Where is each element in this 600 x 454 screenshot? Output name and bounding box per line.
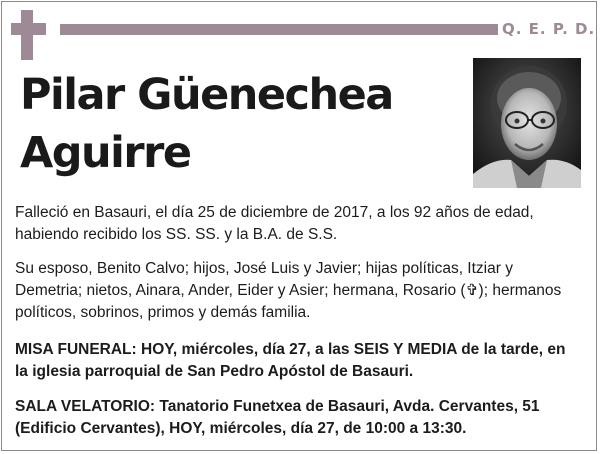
qepd-label: Q. E. P. D. (502, 20, 596, 38)
funeral-line-2: la iglesia parroquial de San Pedro Apóstol de Basauri. (15, 363, 414, 380)
family-line-2: Demetria; nietos, Ainara, Ander, Eider y Asier; hermana, Rosario (✞); hermanos (15, 282, 562, 299)
death-paragraph (15, 202, 585, 246)
wake-line-1: SALA VELATORIO: Tanatorio Funetxea de Basauri, Avda. Cervantes, 51 (15, 398, 540, 415)
family-line-3: políticos, sobrinos, primos y demás familia. (15, 304, 311, 321)
wake-line-2: (Edificio Cervantes), HOY, miércoles, día 27, de 10:00 a 13:30. (15, 420, 467, 437)
name-line-1: Pilar Güenechea (20, 70, 393, 120)
funeral-mass-paragraph (15, 339, 585, 383)
portrait-photo (473, 58, 581, 188)
death-line-2: habiendo recibido los SS. SS. y la B.A. de S.S. (15, 226, 338, 243)
header-rule (60, 24, 498, 35)
family-line-1: Su esposo, Benito Calvo; hijos, José Luis y Javier; hijas políticas, Itziar y (15, 260, 513, 277)
name-line-2: Aguirre (20, 128, 191, 178)
death-line-1: Falleció en Basauri, el día 25 de diciembre de 2017, a los 92 años de edad, (15, 204, 534, 221)
wake-paragraph (15, 396, 585, 440)
family-paragraph (15, 258, 585, 324)
funeral-line-1: MISA FUNERAL: HOY, miércoles, día 27, a las SEIS Y MEDIA de la tarde, en (15, 341, 566, 358)
deceased-name (20, 66, 460, 182)
